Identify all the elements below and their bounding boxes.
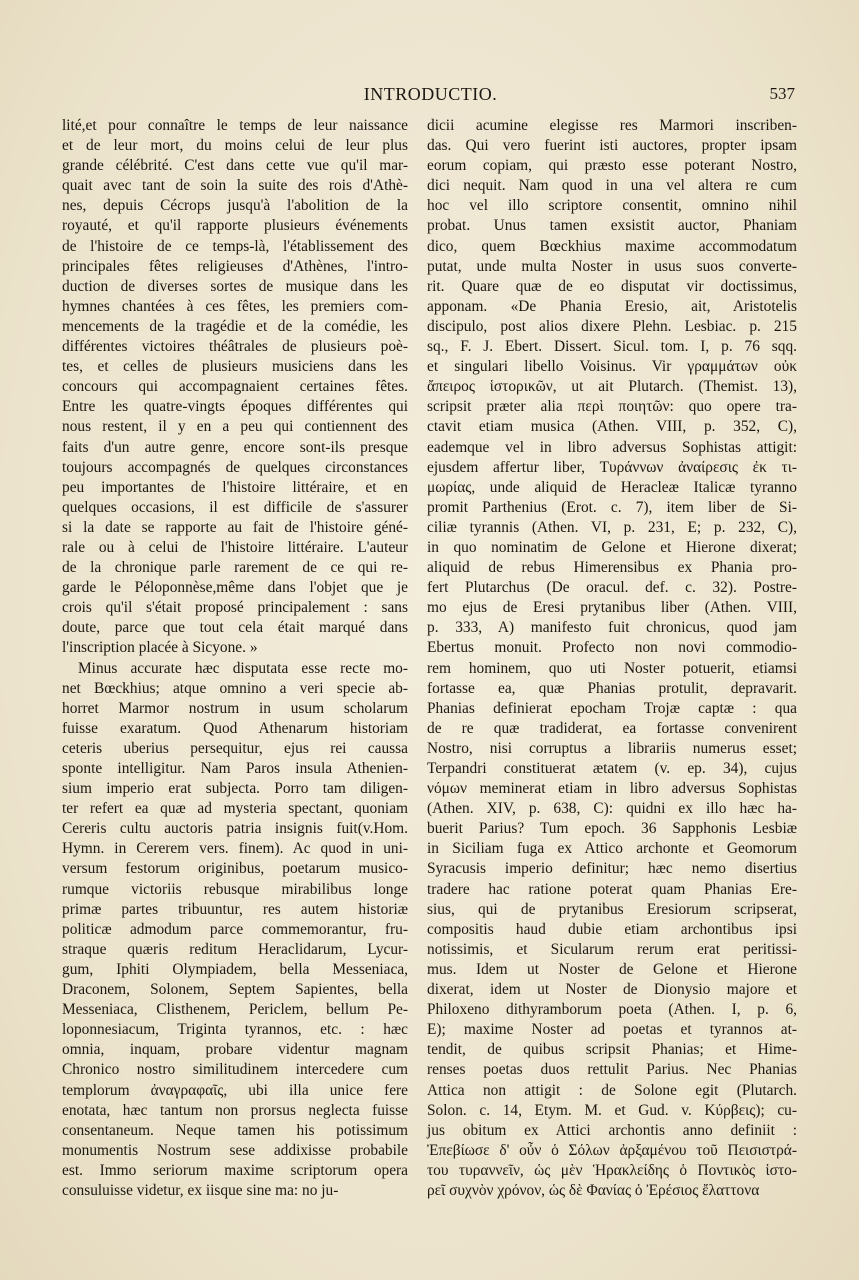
text-line: renses poetas duos rettulit Parius. Nec Phanias [427, 1061, 797, 1079]
text-line: Nostro, nisi corruptus a librariis numerus esset; [427, 739, 797, 757]
text-line: sius, qui de prytanibus Eresiorum scripserat, [427, 900, 797, 918]
text-line: Terpandri constituerat ætatem (v. ep. 34), cujus [427, 760, 797, 777]
text-line: jus obitum ex Attici archontis anno definiit : [427, 1121, 797, 1139]
text-line: eorum copiam, qui præsto esse poterant Nostro, [427, 157, 797, 175]
text-line: mus. Idem ut Noster de Gelone et Hierone [427, 960, 797, 978]
text-line: tradere hac ratione poterat quam Phanias Ere- [427, 880, 797, 898]
text-line: si la date se rapporte au fait de l'histoire géné- [62, 518, 408, 536]
text-line: in quo nominatim de Gelone et Hierone dixerat; [427, 538, 797, 556]
text-line: mencements de la tragédie et de la comédie, les [62, 317, 408, 335]
text-line: monumentis Nostrum sese addixisse probabile [62, 1141, 408, 1159]
text-line: Ebertus monuit. Profecto non novi commodio- [427, 639, 797, 657]
text-line: faits d'un autre genre, encore sont-ils presque [62, 438, 408, 456]
text-line: Philoxeno dithyramborum poeta (Athen. I, p. 6, [427, 1001, 797, 1019]
text-line: Hymn. in Cererem vers. finem). Ac quod in uni- [62, 840, 408, 858]
text-line: ejusdem affertur liber, Τυράννων ἀναίρεσις ἐκ τι- [427, 458, 797, 476]
text-line: lité,et pour connaître le temps de leur naissance [62, 117, 408, 134]
text-line: promit Parthenius (Erot. c. 7), item liber de Si- [427, 498, 797, 516]
text-line: Phanias definierat epocham Trojæ captæ : qua [427, 699, 797, 717]
text-line: scripsit præter alia περὶ ποιητῶν: quo opere tra- [427, 398, 797, 416]
text-line: rit. Quare quæ de eo disputat vir doctissimus, [427, 277, 797, 295]
text-line: dici nequit. Nam quod in una vel altera re cum [427, 177, 797, 195]
text-line: νόμων meminerat etiam in libro adversus Sophistas [427, 780, 797, 798]
text-line: Messeniaca, Clisthenem, Periclem, bellum Pe- [62, 1001, 408, 1019]
text-line: dixerat, idem ut Noster de Dionysio majore et [427, 981, 797, 999]
text-line: et singulari libello Voisinus. Vir γραμμάτων οὐκ [427, 358, 797, 376]
running-title: INTRODUCTIO. [363, 84, 498, 104]
text-line: rumque victoriis rebusque mirabilibus longe [62, 880, 408, 898]
text-line: hoc vel illo scriptore consentit, omnino nihil [427, 197, 797, 215]
text-line: hymnes chantées à ces fêtes, les premiers com- [62, 297, 408, 315]
text-line: loponnesiacum, Triginta tyrannos, etc. : hæc [62, 1021, 408, 1039]
text-line: l'inscription placée à Sicyone. » [62, 639, 258, 657]
text-line: ceteris uberius persequitur, ejus rei caussa [62, 739, 408, 757]
text-line: compositis haud dubie etiam archontibus ipsi [427, 920, 797, 938]
left-column [62, 116, 408, 1201]
page-header [62, 82, 799, 108]
text-line: différentes victoires théâtrales de plusieurs poè- [62, 338, 408, 356]
text-line: aliquid de rebus Himerensibus ex Phania pro- [427, 559, 797, 577]
text-line: sponte intelligitur. Nam Paros insula Athenien- [62, 760, 408, 777]
text-line: concours qui accompagnaient certaines fêtes. [62, 378, 408, 396]
text-line: mo ejus de Eresi prytanibus liber (Athen. VIII, [427, 599, 797, 617]
text-line: μωρίας, unde aliquid de Heracleæ Italicæ tyranno [427, 478, 797, 496]
text-line: Draconem, Solonem, Septem Sapientes, bella [62, 981, 408, 999]
text-line: p. 333, A) manifesto fuit chronicus, quod jam [427, 619, 797, 637]
text-line: nous restent, il y en a peu qui contiennent des [62, 418, 408, 436]
text-line: Entre les quatre-vingts époques différentes qui [62, 398, 408, 416]
text-line: principales fêtes religieuses d'Athènes, l'intro- [62, 257, 408, 275]
text-line: buerit Parius? Tum epoch. 36 Sapphonis Lesbiæ [427, 820, 797, 838]
text-line: ctavit etiam musica (Athen. VIII, p. 352, C), [427, 418, 797, 436]
text-line: templorum ἀναγραφαῖς, ubi illa unice fere [62, 1081, 408, 1099]
text-line: (Athen. XIV, p. 638, C): quidni ex illo hæc ha- [427, 800, 797, 818]
text-line: ἄπειρος ἱστορικῶν, ut ait Plutarch. (Themist. 13), [427, 378, 797, 396]
text-line: sium imperio erat subjecta. Porro tam diligen- [62, 780, 408, 798]
text-line: peu importantes de l'histoire littéraire, et en [62, 478, 408, 496]
text-line: doute, parce que tout cela était marqué dans [62, 619, 408, 637]
text-line: Ἐπεβίωσε δ' οὖν ὁ Σόλων ἀρξαμένου τοῦ Πεισιστρά- [427, 1141, 797, 1159]
text-line: ter refert ea quæ ad mysteria spectant, quoniam [62, 800, 408, 818]
text-line: Syracusis imperio definitur; hæc nemo disertius [427, 860, 797, 878]
text-line: Chronico nostro similitudinem intercedere cum [62, 1061, 408, 1079]
text-line: duction de diverses sortes de musique dans les [62, 277, 408, 295]
text-line: royauté, et qu'il rapporte plusieurs événements [62, 217, 408, 235]
text-line: Attica non attigit : de Solone egit (Plutarch. [427, 1081, 797, 1099]
text-line: ρεῖ συχνὸν χρόνον, ὡς δὲ Φανίας ὁ Ἐρέσιος ἔλαττονα [427, 1181, 760, 1199]
text-line: in Siciliam fuga ex Attico archonte et Geomorum [427, 840, 797, 858]
text-line: Solon. c. 14, Etym. M. et Gud. v. Κύρβεις); cu- [427, 1101, 797, 1119]
text-line: discipulo, post alios dixere Plehn. Lesbiac. p. 215 [427, 317, 797, 335]
text-line: dicii acumine elegisse res Marmori inscriben- [427, 117, 797, 134]
page-number: 537 [769, 84, 795, 103]
text-line: fert Plutarchus (De oracul. def. c. 32). Postre- [427, 579, 797, 597]
text-line: quelques occasions, il est difficile de s'assurer [62, 498, 408, 516]
text-line: de re quæ tradiderat, ea fortasse convenirent [427, 719, 797, 737]
right-column [427, 116, 797, 1201]
text-line: rem hominem, quo uti Noster potuerit, etiamsi [427, 659, 797, 677]
text-line: das. Qui vero fuerint isti auctores, propter ipsam [427, 137, 797, 155]
text-line: putat, unde multa Noster in usus suos converte- [427, 257, 797, 275]
text-line: Cereris cultu auctoris patria insignis fuit(v.Hom. [62, 820, 408, 838]
text-line: et de leur mort, du moins celui de leur plus [62, 137, 408, 155]
text-line: straque quæris reditum Heraclidarum, Lycur- [62, 940, 408, 958]
text-line: notissimis, et Sicularum rerum erat peritissi- [427, 940, 797, 958]
text-line: tendit, de quibus scripsit Phanias; et Hime- [427, 1041, 797, 1059]
text-line: consuluisse videtur, ex iisque sine ma: no ju- [62, 1181, 339, 1199]
text-line: fuisse exaratum. Quod Athenarum historiam [62, 719, 408, 737]
text-line: horret Marmor nostrum in usum scholarum [62, 699, 408, 717]
text-line: Minus accurate hæc disputata esse recte mo- [78, 659, 408, 677]
text-line: nes, depuis Cécrops jusqu'à l'abolition de la [62, 197, 408, 215]
text-line: garde le Péloponnèse,même dans l'objet que je [62, 579, 408, 597]
text-line: net Bœckhius; atque omnino a veri specie ab- [62, 679, 408, 697]
text-line: de la chronique parle rarement de ce qui re- [62, 559, 408, 577]
text-line: του τυραννεῖν, ὡς μὲν Ἡρακλείδης ὁ Ποντικὸς ἱστο- [427, 1161, 797, 1179]
text-line: omnia, inquam, probare videntur magnam [62, 1041, 408, 1059]
text-line: primæ partes tribuuntur, res autem historiæ [62, 900, 408, 918]
text-line: quait avec tant de soin la suite des rois d'Athè- [62, 177, 408, 195]
text-line: toujours accompagnés de quelques circonstances [62, 458, 408, 476]
text-line: probat. Unus tamen exsistit auctor, Phaniam [427, 217, 797, 235]
text-line: dico, quem Bœckhius maxime accommodatum [427, 237, 797, 255]
text-line: consentaneum. Neque tamen his potissimum [62, 1121, 408, 1139]
text-line: sq., F. J. Ebert. Dissert. Sicul. tom. I, p. 76 sqq. [427, 338, 797, 356]
text-line: grande célébrité. C'est dans cette vue qu'il mar- [62, 157, 408, 175]
text-line: rale ou à celui de l'histoire littéraire. L'auteur [62, 538, 408, 556]
text-line: gum, Iphiti Olympiadem, bella Messeniaca, [62, 960, 408, 978]
text-line: fortasse ea, quæ Phanias protulit, depravarit. [427, 679, 797, 697]
text-line: apponam. «De Phania Eresio, ait, Aristotelis [427, 297, 797, 315]
text-line: tes, et celles de plusieurs musiciens dans les [62, 358, 408, 376]
text-line: de l'histoire de ce temps-là, l'établissement des [62, 237, 408, 255]
text-line: versum festorum originibus, poetarum musico- [62, 860, 408, 878]
text-line: crois qu'il s'était proposé principalement : sans [62, 599, 408, 617]
text-line: E); maxime Noster ad poetas et tyrannos at- [427, 1021, 797, 1039]
text-line: enotata, hæc tantum non prorsus neglecta fuisse [62, 1101, 408, 1119]
text-line: ciliæ tyrannis (Athen. VI, p. 231, E; p. 232, C), [427, 518, 797, 536]
text-line: politicæ admodum parce commemorantur, fru- [62, 920, 408, 938]
text-line: eademque vel in libro adversus Sophistas attigit: [427, 438, 797, 456]
text-line: est. Immo seriorum maxime scriptorum opera [62, 1161, 408, 1179]
